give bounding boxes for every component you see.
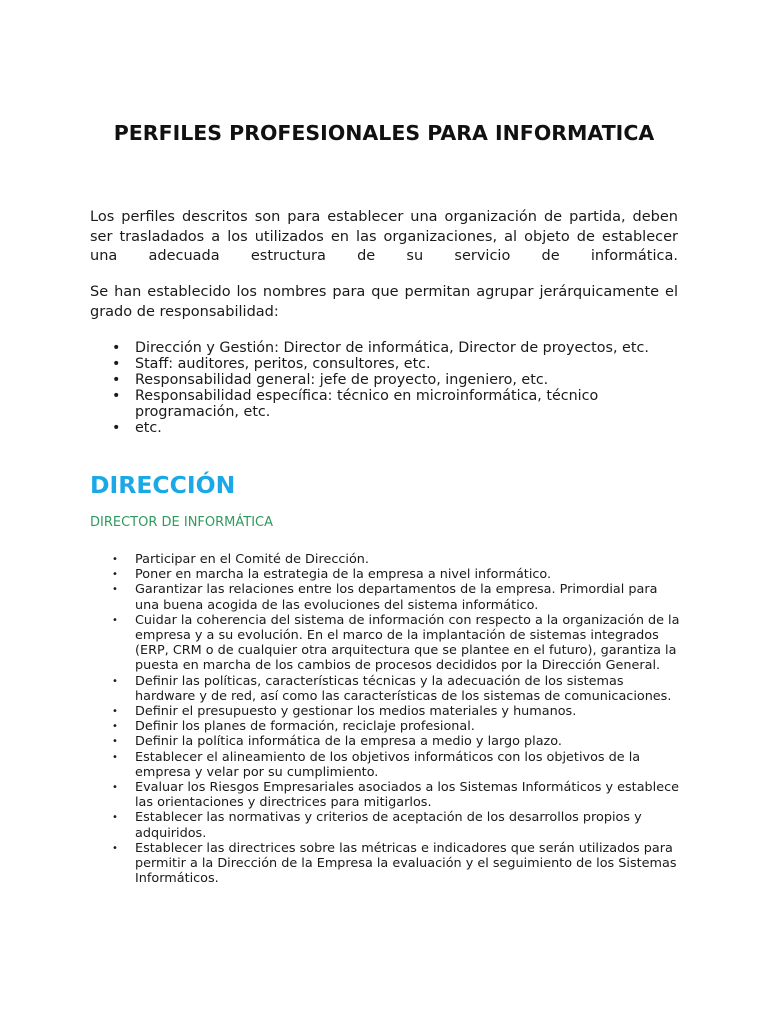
list-item: • Definir las políticas, características técnicas y la adecuación de los sistemas hardware y de red, así como las características de los sistemas de comunicaciones. [90,674,680,704]
responsibility-paragraph: Se han establecido los nombres para que permitan agrupar jerárquicamente el grado de responsabilidad: [90,284,678,320]
responsibility-levels-list [90,340,650,436]
list-item: • Definir el presupuesto y gestionar los medios materiales y humanos. [90,704,680,719]
intro-paragraph: Los perfiles descritos son para establecer una organización de partida, deben ser trasladados a los utilizados en las organizaciones, al objeto de establecer una adecuada estructura de su servicio de informática. [90,209,678,264]
subsection-heading: DIRECTOR DE INFORMÁTICA [90,515,274,530]
document-title: PERFILES PROFESIONALES PARA INFORMATICA [113,121,655,145]
list-item: • Establecer las directrices sobre las métricas e indicadores que serán utilizados para permitir a la Dirección de la Empresa la evaluación y el seguimiento de los Sistemas Informáticos. [90,841,680,887]
list-item: • Garantizar las relaciones entre los departamentos de la empresa. Primordial para una buena acogida de las evoluciones del sistema informático. [90,582,680,612]
list-item: • Definir la política informática de la empresa a medio y largo plazo. [90,734,680,749]
list-item: • Evaluar los Riesgos Empresariales asociados a los Sistemas Informáticos y establece las orientaciones y directrices para mitigarlos. [90,780,680,810]
list-item: • Responsabilidad general: jefe de proyecto, ingeniero, etc. [90,372,650,388]
director-duties-list [90,552,680,886]
list-item: • Responsabilidad específica: técnico en microinformática, técnico programación, etc. [90,388,650,420]
list-item: • Dirección y Gestión: Director de informática, Director de proyectos, etc. [90,340,650,356]
list-item: • Definir los planes de formación, reciclaje profesional. [90,719,680,734]
list-item: • Poner en marcha la estrategia de la empresa a nivel informático. [90,567,680,582]
section-heading: DIRECCIÓN [90,471,236,499]
list-item: • Staff: auditores, peritos, consultores, etc. [90,356,650,372]
list-item: • Establecer las normativas y criterios de aceptación de los desarrollos propios y adquiridos. [90,810,680,840]
list-item: • etc. [90,420,650,436]
list-item: • Participar en el Comité de Dirección. [90,552,680,567]
list-item: • Cuidar la coherencia del sistema de información con respecto a la organización de la empresa y a su evolución. En el marco de la implantación de sistemas integrados (ERP, CRM o de cualquier otra arquitectura que se plantee en el futuro), garantiza la puesta en marcha de los cambios de procesos decididos por la Dirección General. [90,613,680,674]
list-item: • Establecer el alineamiento de los objetivos informáticos con los objetivos de la empresa y velar por su cumplimiento. [90,750,680,780]
